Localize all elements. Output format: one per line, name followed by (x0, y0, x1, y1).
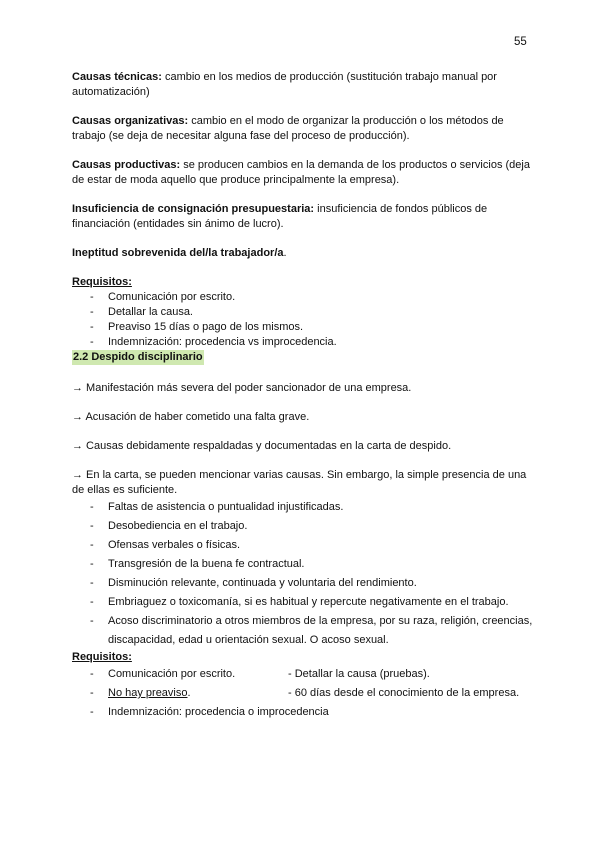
ineptitud-suffix: . (283, 247, 287, 259)
faults-list (72, 498, 534, 650)
cause-tecnicas (72, 70, 534, 100)
requisitos-list (72, 665, 534, 722)
list-item: - Desobediencia en el trabajo. (72, 517, 534, 536)
list-item (72, 684, 534, 703)
cause-term: Causas organizativas: (72, 115, 189, 127)
requisitos-list (72, 290, 534, 350)
req-left-suffix: . (187, 687, 191, 699)
arrow-paragraph: → En la carta, se pueden mencionar varias causas. Sin embargo, la simple presencia de una de ellas es suficiente. (72, 469, 527, 496)
arrow-paragraph: → Causas debidamente respaldadas y documentadas en la carta de despido. (72, 440, 452, 452)
cause-term: Causas productivas: (72, 159, 181, 171)
list-item: - Embriaguez o toxicomanía, si es habitual y repercute negativamente en el trabajo. (72, 593, 534, 612)
cause-organizativas (72, 114, 534, 144)
list-item: - Faltas de asistencia o puntualidad injustificadas. (72, 498, 534, 517)
req-right: - 60 días desde el conocimiento de la empresa. (288, 687, 520, 699)
ineptitud-line (72, 246, 534, 261)
list-item: - Acoso discriminatorio a otros miembros de la empresa, por su raza, religión, creencias, discapacidad, edad u orientación sexual. O acoso sexual. (72, 612, 534, 650)
arrow-paragraph: → Acusación de haber cometido una falta grave. (72, 411, 310, 423)
ineptitud-term: Ineptitud sobrevenida del/la trabajador/a (72, 247, 284, 259)
cause-text: se producen cambios en la demanda de los productos o servicios (deja de estar de moda aquello que produce principalmente la empresa). (72, 159, 530, 186)
arrow-paragraph: → Manifestación más severa del poder sancionador de una empresa. (72, 382, 412, 394)
section-heading: 2.2 Despido disciplinario (73, 351, 203, 363)
requisitos-title: Requisitos: (72, 651, 132, 663)
cause-text: insuficiencia de fondos públicos de financiación (entidades sin ánimo de lucro). (72, 203, 488, 230)
req-right: - Detallar la causa (pruebas). (288, 668, 430, 680)
list-item: - Detallar la causa. (72, 305, 534, 320)
list-item: - Indemnización: procedencia o improcedencia (72, 703, 534, 722)
page-number: 55 (514, 36, 527, 48)
list-item: - Ofensas verbales o físicas. (72, 536, 534, 555)
req-left: Comunicación por escrito. (108, 668, 236, 680)
cause-text: cambio en el modo de organizar la producción o los métodos de trabajo (se deja de necesitar alguna fase del proceso de producción). (72, 115, 504, 142)
cause-productivas (72, 158, 534, 188)
cause-text: cambio en los medios de producción (sustitución trabajo manual por automatización) (72, 71, 497, 98)
cause-insuficiencia (72, 202, 534, 232)
cause-term: Causas técnicas: (72, 71, 162, 83)
list-item: - Transgresión de la buena fe contractual. (72, 555, 534, 574)
cause-term: Insuficiencia de consignación presupuestaria: (72, 203, 315, 215)
no-preaviso-text: No hay preaviso (108, 687, 188, 699)
list-item (72, 665, 534, 684)
list-item: - Disminución relevante, continuada y voluntaria del rendimiento. (72, 574, 534, 593)
list-item: - Preaviso 15 días o pago de los mismos. (72, 320, 534, 335)
list-item: - Comunicación por escrito. (72, 290, 534, 305)
requisitos-title: Requisitos: (72, 276, 132, 288)
list-item: - Indemnización: procedencia vs improcedencia. (72, 335, 534, 350)
req-left (108, 684, 288, 703)
page-content (72, 70, 534, 722)
